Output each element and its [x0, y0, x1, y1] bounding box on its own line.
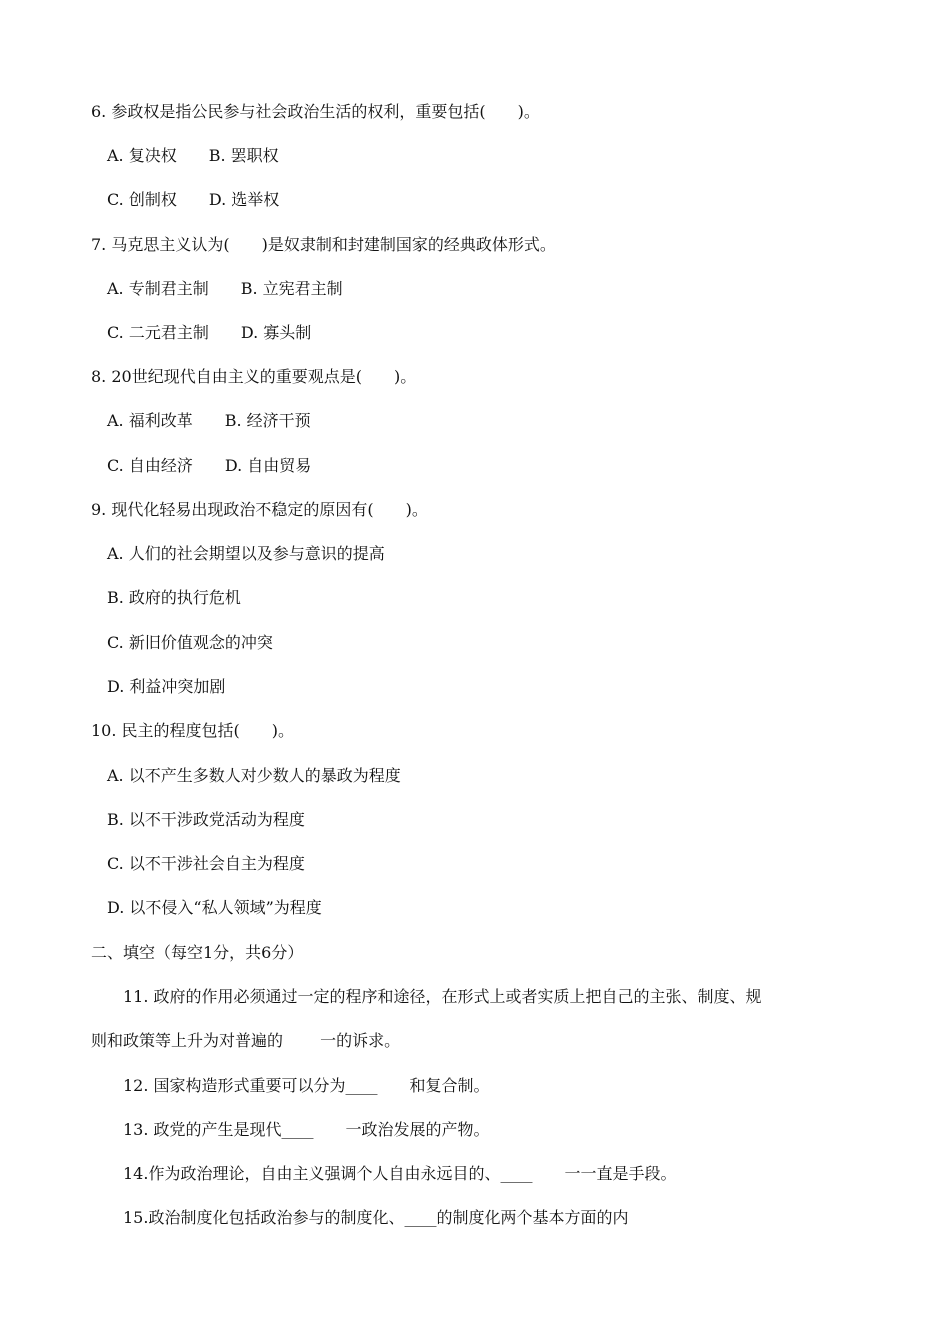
question-13: 13. 政党的产生是现代____ 一政治发展的产物。 — [123, 1120, 490, 1139]
question-6-stem: 6. 参政权是指公民参与社会政治生活的权利，重要包括( )。 — [91, 102, 540, 121]
question-9-option-c: C. 新旧价值观念的冲突 — [107, 633, 273, 652]
question-10-option-c: C. 以不干涉社会自主为程度 — [107, 854, 305, 873]
question-9-option-b: B. 政府的执行危机 — [107, 588, 241, 607]
question-10-option-d: D. 以不侵入“私人领域”为程度 — [107, 898, 322, 917]
section-2-heading: 二、填空（每空1分，共6分） — [91, 943, 304, 962]
question-11-line-2: 则和政策等上升为对普遍的 一的诉求。 — [91, 1031, 401, 1050]
question-8-stem: 8. 20世纪现代自由主义的重要观点是( )。 — [91, 367, 417, 386]
question-12: 12. 国家构造形式重要可以分为____ 和复合制。 — [123, 1076, 490, 1095]
question-10-option-a: A. 以不产生多数人对少数人的暴政为程度 — [107, 766, 401, 785]
question-7-options-cd: C. 二元君主制 D. 寡头制 — [107, 323, 312, 342]
question-7-stem: 7. 马克思主义认为( )是奴隶制和封建制国家的经典政体形式。 — [91, 235, 556, 254]
question-14: 14.作为政治理论，自由主义强调个人自由永远目的、____ 一一直是手段。 — [123, 1164, 677, 1183]
question-10-stem: 10. 民主的程度包括( )。 — [91, 721, 295, 740]
question-9-option-d: D. 利益冲突加剧 — [107, 677, 226, 696]
question-11-line-1: 11. 政府的作用必须通过一定的程序和途径，在形式上或者实质上把自己的主张、制度、规 — [123, 987, 762, 1006]
question-6-options-cd: C. 创制权 D. 选举权 — [107, 190, 280, 209]
question-9-option-a: A. 人们的社会期望以及参与意识的提高 — [107, 544, 385, 563]
question-9-stem: 9. 现代化轻易出现政治不稳定的原因有( )。 — [91, 500, 428, 519]
question-6-options-ab: A. 复决权 B. 罢职权 — [107, 146, 279, 165]
question-15: 15.政治制度化包括政治参与的制度化、____的制度化两个基本方面的内 — [123, 1208, 629, 1227]
question-8-options-ab: A. 福利改革 B. 经济干预 — [107, 411, 311, 430]
question-10-option-b: B. 以不干涉政党活动为程度 — [107, 810, 305, 829]
question-7-options-ab: A. 专制君主制 B. 立宪君主制 — [107, 279, 343, 298]
question-8-options-cd: C. 自由经济 D. 自由贸易 — [107, 456, 312, 475]
